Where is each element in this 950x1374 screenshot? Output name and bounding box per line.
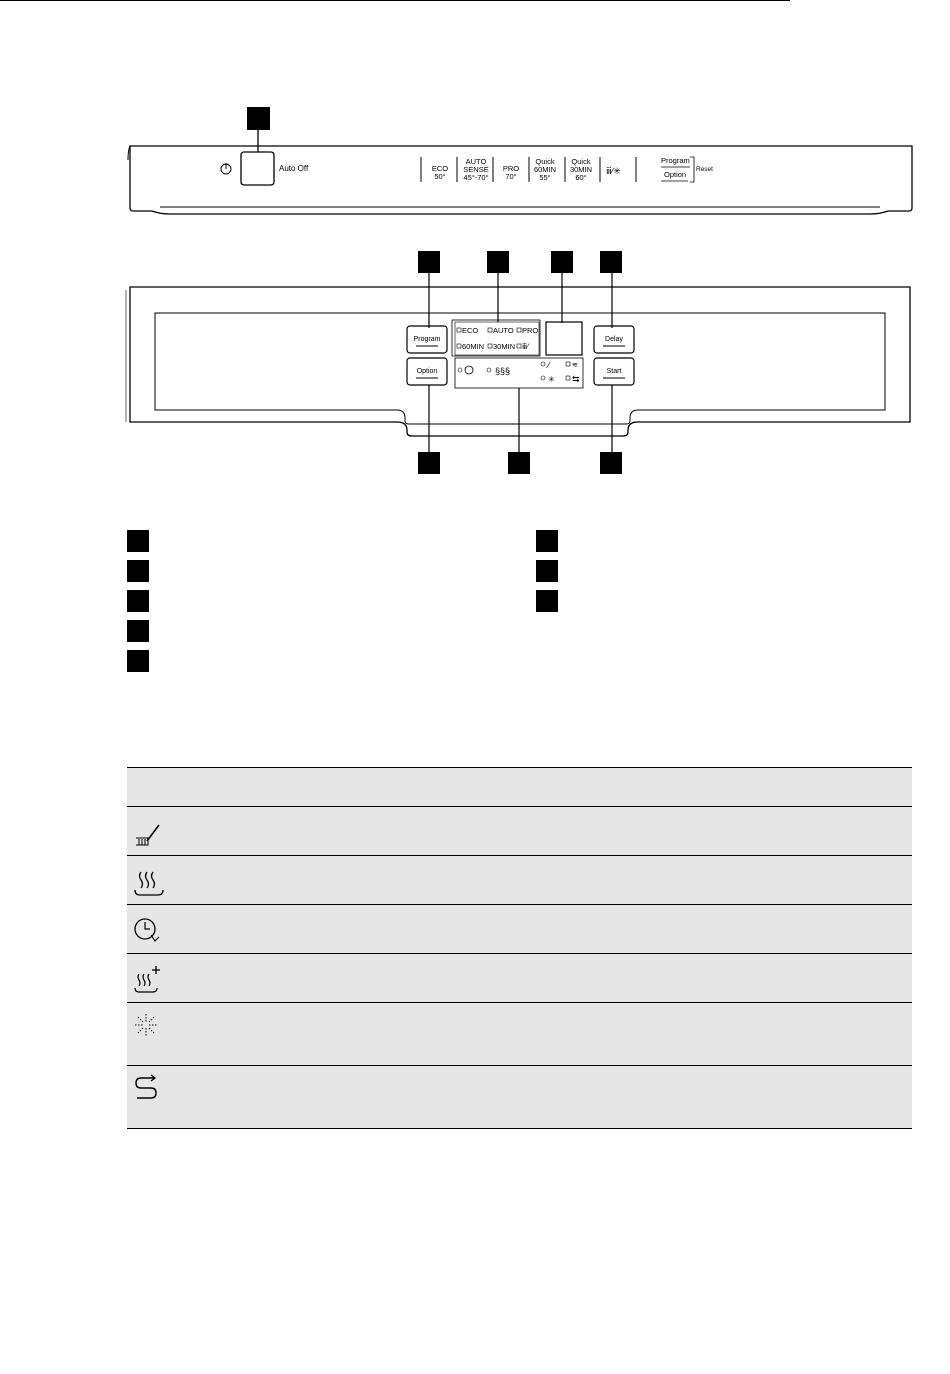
- legend-square: [127, 560, 149, 582]
- table-row: [127, 1003, 912, 1066]
- legend-square: [536, 530, 558, 552]
- indicators-table: [127, 767, 912, 1129]
- table-row: [127, 905, 912, 954]
- legend-square: [127, 650, 149, 672]
- programme-quick-30: Quick 30MIN 60°: [569, 157, 593, 182]
- control-panel-illustration: [0, 0, 950, 500]
- top-option-label: Option: [664, 170, 687, 179]
- reset-label: Reset: [696, 166, 713, 173]
- display-auto: AUTO: [493, 326, 514, 335]
- table-row: [127, 1066, 912, 1129]
- auto-off-label: Auto Off: [279, 164, 309, 173]
- table-row: [127, 807, 912, 856]
- table-header-row: [127, 768, 912, 807]
- legend-square: [127, 530, 149, 552]
- display-pro: PRO: [522, 326, 539, 335]
- svg-text:⇆: ⇆: [572, 374, 580, 384]
- drying-icon: [131, 862, 171, 902]
- display-eco: ECO: [462, 326, 479, 335]
- svg-text:✳: ✳: [548, 375, 555, 384]
- power-button: [241, 152, 274, 185]
- delay-button[interactable]: Delay: [605, 336, 623, 343]
- start-button[interactable]: Start: [606, 368, 622, 375]
- legend-square: [127, 590, 149, 612]
- program-button[interactable]: Program: [413, 336, 441, 343]
- programme-auto-sense: AUTO SENSE 45°-70°: [463, 157, 489, 182]
- display-60min: 60MIN: [462, 342, 485, 351]
- top-program-label: Program: [661, 156, 690, 165]
- svg-text:ⅲ∕: ⅲ∕: [522, 342, 529, 351]
- legend-square: [127, 620, 149, 642]
- table-row: [127, 954, 912, 1003]
- legend-square: [536, 590, 558, 612]
- svg-text:≋: ≋: [572, 362, 578, 369]
- brush-icon: [131, 813, 171, 853]
- svg-text:§§§: §§§: [495, 366, 511, 376]
- programme-quick-60: Quick 60MIN 55°: [533, 157, 557, 182]
- svg-text:∕: ∕: [548, 360, 550, 370]
- time-delay-icon: [131, 911, 171, 951]
- table-row: [127, 856, 912, 905]
- rinse-aid-icon: [131, 1009, 171, 1049]
- display-30min: 30MIN: [493, 342, 516, 351]
- programme-eco: ECO 50°: [431, 164, 449, 181]
- rinse-salt-icon: ⅲ∕✳: [606, 166, 621, 176]
- legend-square: [536, 560, 558, 582]
- regeneration-icon: [131, 1072, 171, 1112]
- programme-pro: PRO 70°: [502, 164, 520, 181]
- extra-dry-icon: [131, 960, 171, 1000]
- option-button[interactable]: Option: [416, 368, 438, 375]
